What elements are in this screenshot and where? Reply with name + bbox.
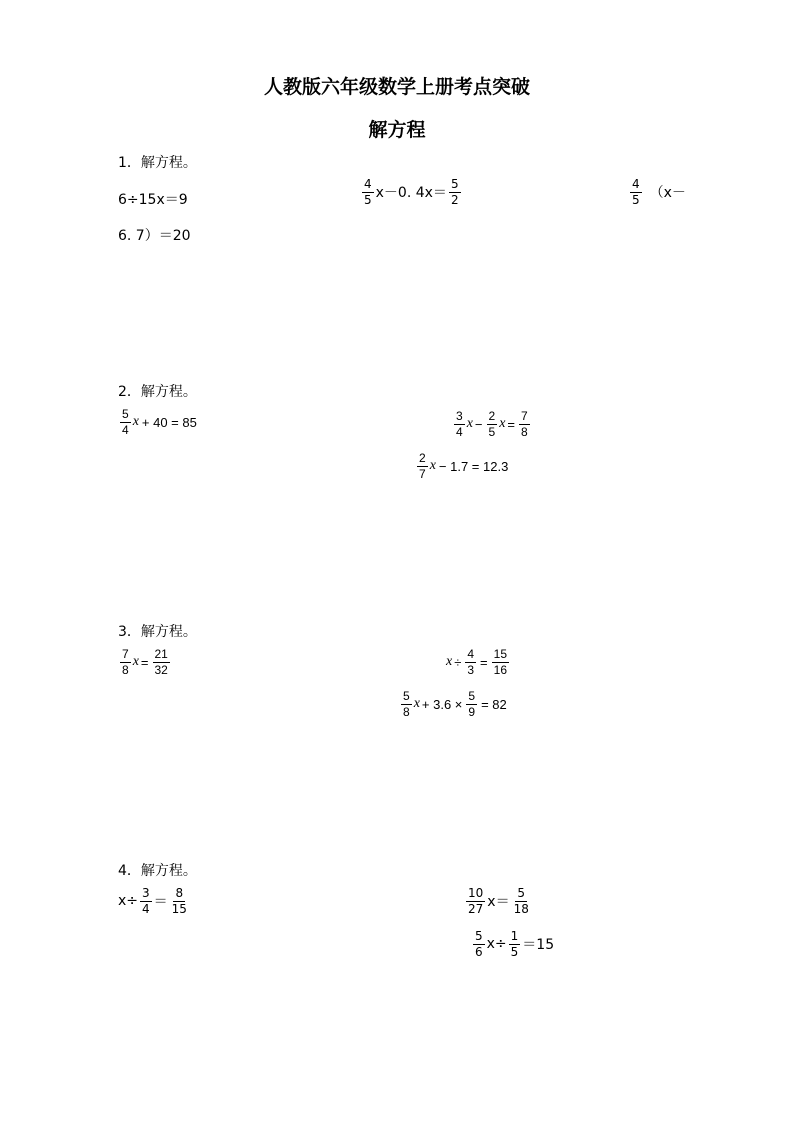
q3-equation-3: $\frac{5}{8}$ x + 3.6 × $\frac{5}{9}$ = 82: [403, 689, 507, 719]
q1-equation-2: $\frac{4}{5}$ x－0. 4x＝ $\frac{5}{2}$: [364, 177, 459, 207]
fraction: $\frac{3}{4}$: [142, 886, 150, 916]
q1-equation-3: $\frac{4}{5}$ （x－: [632, 177, 686, 207]
fraction: $\frac{7}{8}$: [122, 647, 129, 677]
q1-equation-3-continued: 6. 7）＝20: [118, 228, 191, 244]
fraction: $\frac{5}{4}$: [122, 407, 129, 437]
q2-equation-1: $\frac{5}{4}$ x + 40 = 85: [122, 407, 197, 437]
fraction: $\frac{5}{2}$: [450, 177, 459, 207]
fraction: $\frac{3}{4}$: [456, 409, 463, 439]
q4-equation-1: x÷ $\frac{3}{4}$ ＝ $\frac{8}{15}$: [118, 886, 187, 916]
fraction: $\frac{21}{32}$: [154, 647, 168, 677]
fraction: $\frac{4}{5}$: [632, 177, 640, 207]
fraction: $\frac{4}{5}$: [364, 177, 372, 207]
fraction: $\frac{5}{6}$: [475, 929, 483, 959]
fraction: $\frac{1}{5}$: [510, 929, 519, 959]
q2-equation-2: $\frac{3}{4}$ x − $\frac{2}{5}$ x = $\frac{7}{8}$: [456, 409, 528, 439]
question-4-label: 4．解方程。: [118, 863, 197, 879]
q2-equation-3: $\frac{2}{7}$ x − 1.7 = 12.3: [419, 451, 509, 481]
fraction: $\frac{5}{9}$: [468, 689, 476, 719]
q3-equation-2: x ÷ $\frac{4}{3}$ = $\frac{15}{16}$: [446, 647, 507, 677]
q3-equation-1: $\frac{7}{8}$ x = $\frac{21}{32}$: [122, 647, 168, 677]
question-3-label: 3．解方程。: [118, 624, 197, 640]
fraction: $\frac{15}{16}$: [493, 647, 507, 677]
fraction: $\frac{7}{8}$: [521, 409, 528, 439]
q4-equation-3: $\frac{5}{6}$ x÷ $\frac{1}{5}$ ＝15: [475, 929, 555, 959]
fraction: $\frac{2}{7}$: [419, 451, 426, 481]
fraction: $\frac{5}{18}$: [513, 886, 529, 916]
fraction: $\frac{8}{15}$: [171, 886, 187, 916]
q4-equation-2: $\frac{10}{27}$ x＝ $\frac{5}{18}$: [468, 886, 529, 916]
fraction: $\frac{5}{8}$: [403, 689, 410, 719]
q1-equation-1: 6÷15x＝9: [118, 192, 188, 208]
question-2-label: 2．解方程。: [118, 384, 197, 400]
question-1-label: 1．解方程。: [118, 155, 197, 171]
fraction: $\frac{10}{27}$: [468, 886, 484, 916]
fraction: $\frac{4}{3}$: [467, 647, 475, 677]
page-subtitle: 解方程: [368, 119, 426, 141]
fraction: $\frac{2}{5}$: [488, 409, 496, 439]
page-title: 人教版六年级数学上册考点突破: [263, 76, 530, 98]
